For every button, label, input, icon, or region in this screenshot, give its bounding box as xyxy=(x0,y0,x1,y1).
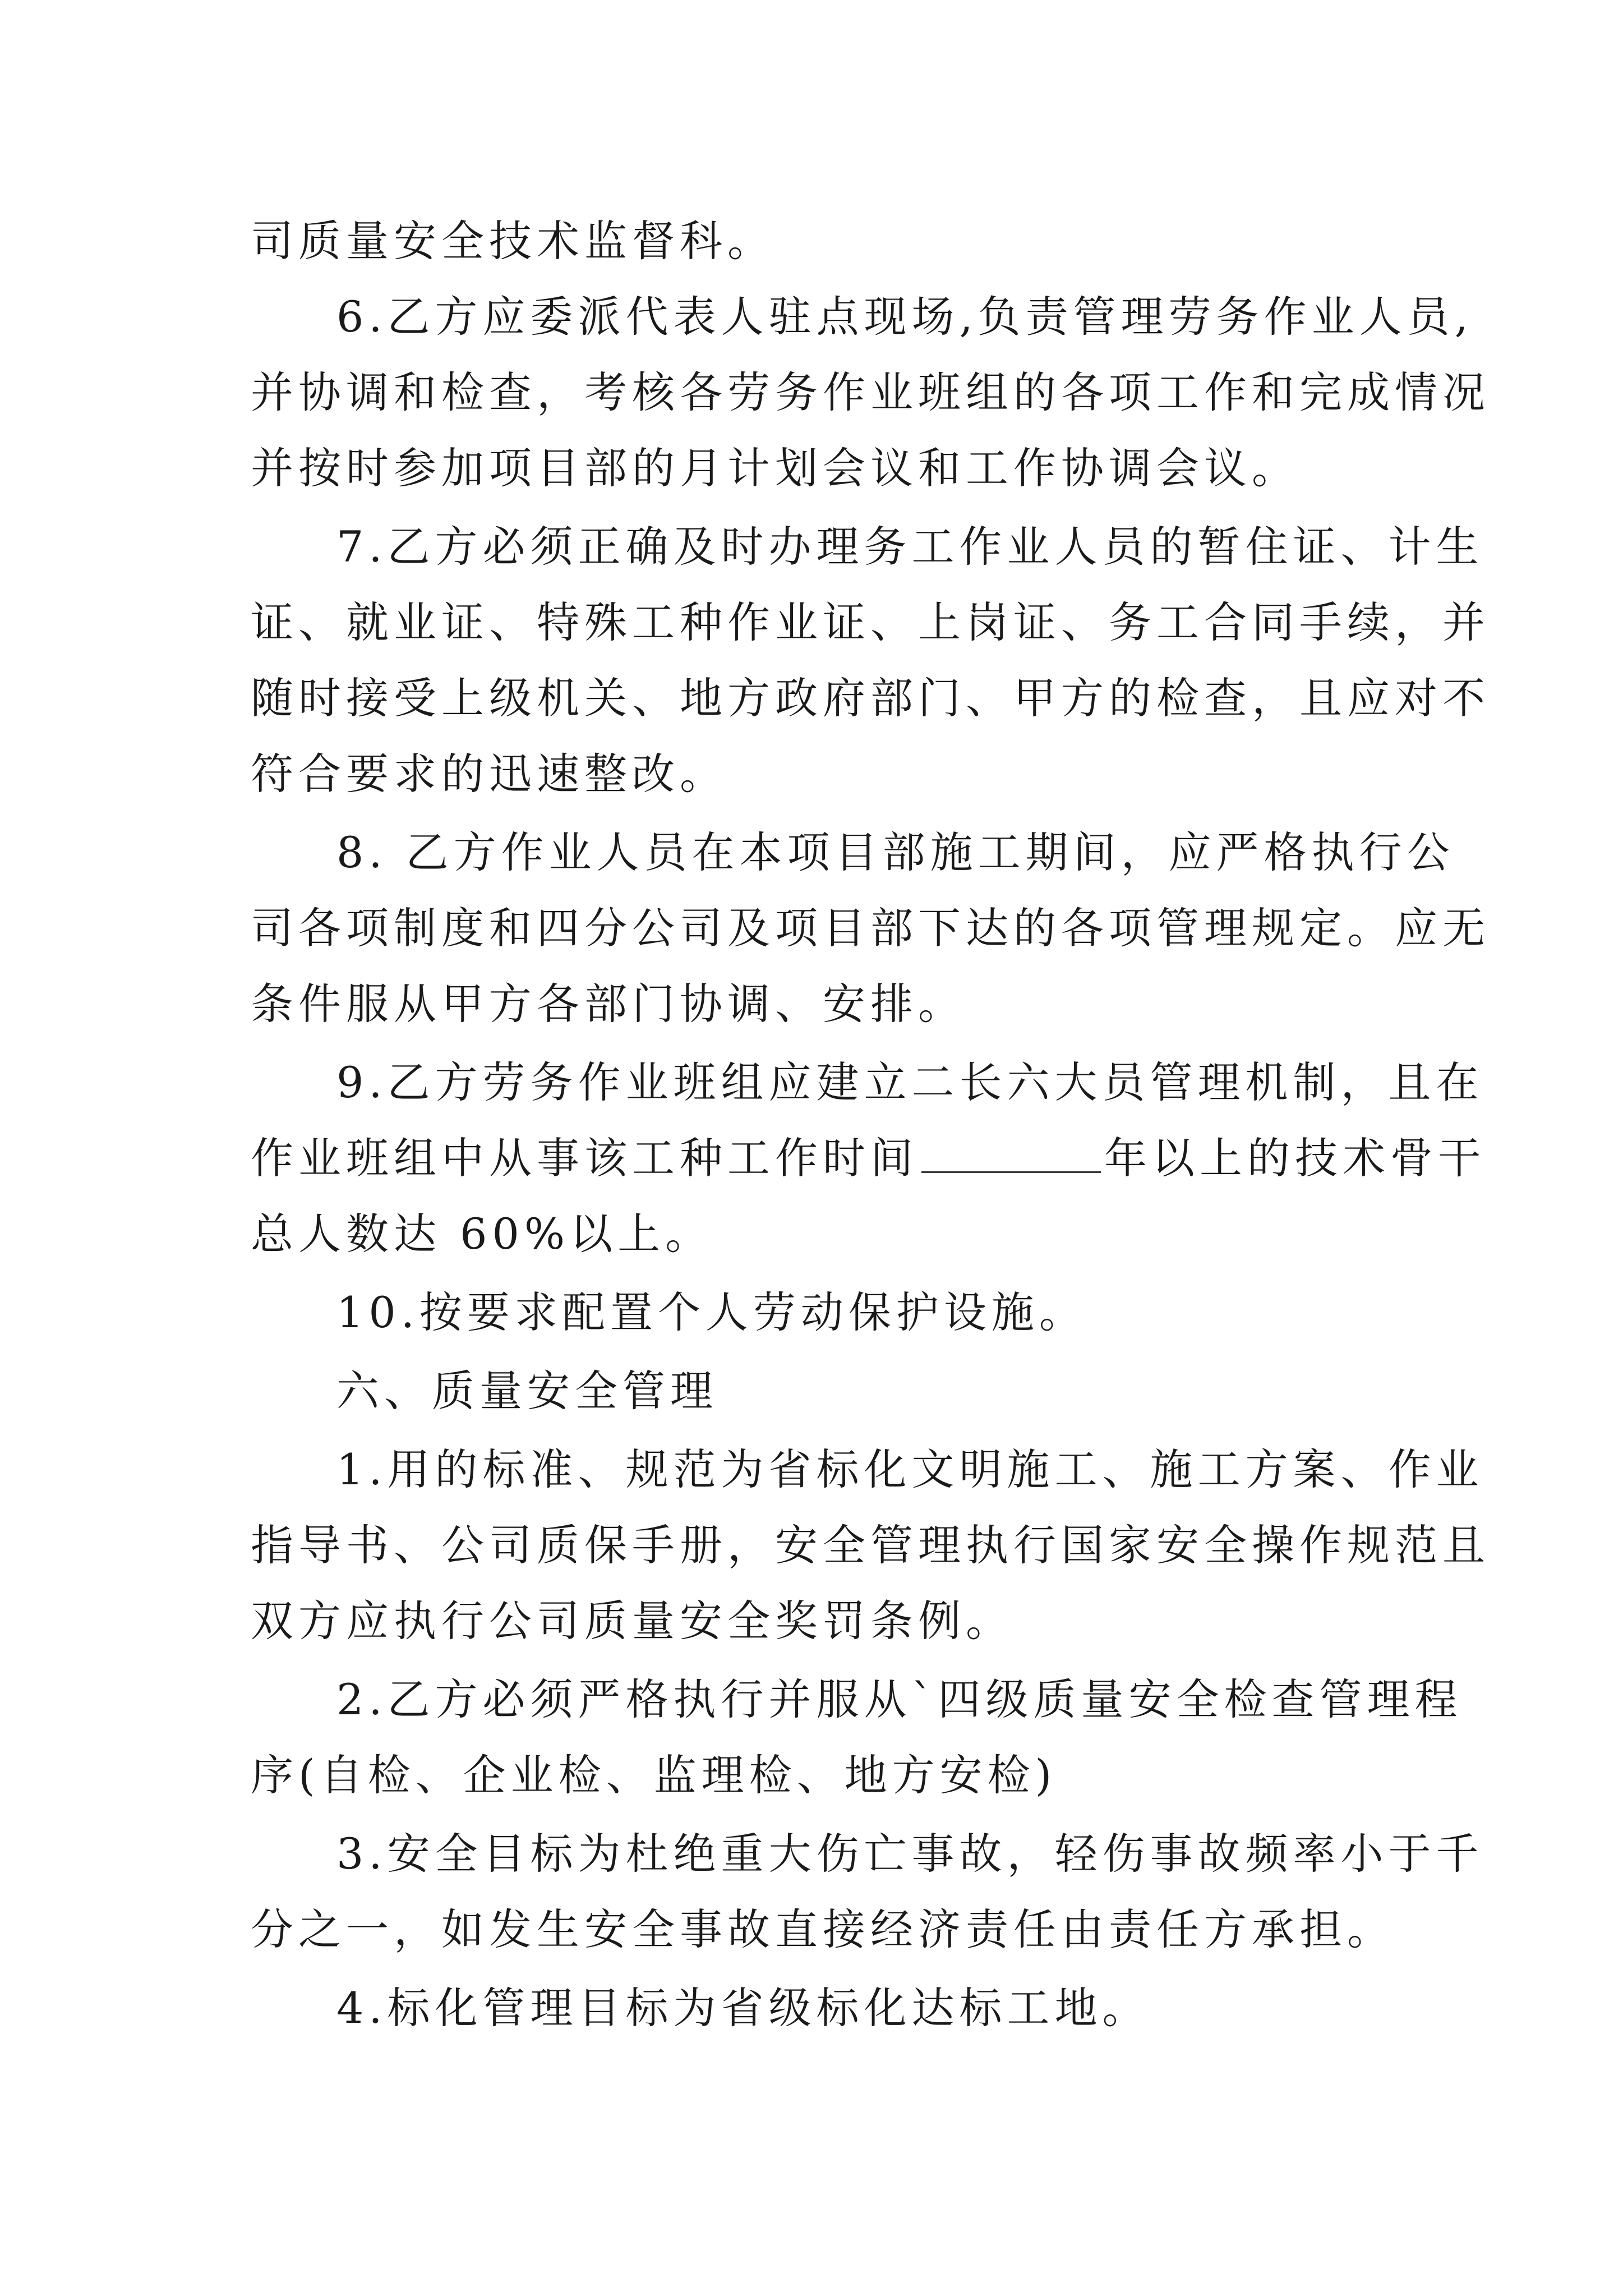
text-line: 司质量安全技术监督科。 xyxy=(251,216,775,266)
text-line: 8. 乙方作业人员在本项目部施工期间，应严格执行公 xyxy=(336,827,1455,877)
text-line: 1.用的标准、规范为省标化文明施工、施工方案、作业 xyxy=(336,1444,1484,1494)
text-line: 7.乙方必须正确及时办理务工作业人员的暂住证、计生 xyxy=(336,522,1484,572)
text-line: 3.安全目标为杜绝重大伤亡事故，轻伤事故频率小于千 xyxy=(336,1829,1484,1879)
text-line: 分之一，如发生安全事故直接经济责任由责任方承担。 xyxy=(251,1904,1395,1954)
section-heading: 六、质量安全管理 xyxy=(336,1366,718,1416)
text-line: 序(自检、企业检、监理检、地方安检) xyxy=(251,1750,1057,1800)
text-line: 符合要求的迅速整改。 xyxy=(251,749,727,799)
text-line: 4.标化管理目标为省级标化达标工地。 xyxy=(336,1983,1150,2033)
text-line: 条件服从甲方各部门协调、安排。 xyxy=(251,979,966,1029)
blank-line-after: 年以上的技术骨干 xyxy=(1104,1133,1486,1183)
text-line: 总人数达 60%以上。 xyxy=(251,1209,713,1259)
text-line-with-blank xyxy=(251,1130,1486,1186)
text-line: 证、就业证、特殊工种作业证、上岗证、务工合同手续，并 xyxy=(251,597,1490,647)
text-line: 6.乙方应委派代表人驻点现场,负责管理劳务作业人员, xyxy=(336,292,1473,342)
text-line: 双方应执行公司质量安全奖罚条例。 xyxy=(251,1596,1013,1646)
text-line: 司各项制度和四分公司及项目部下达的各项管理规定。应无 xyxy=(251,903,1490,953)
text-line: 并协调和检查，考核各劳务作业班组的各项工作和完成情况 xyxy=(251,367,1490,417)
text-line: 指导书、公司质保手册，安全管理执行国家安全操作规范且 xyxy=(251,1520,1490,1570)
fill-in-blank xyxy=(921,1132,1101,1173)
text-line: 2.乙方必须严格执行并服从`四级质量安全检查管理程 xyxy=(336,1674,1463,1724)
text-line: 随时接受上级机关、地方政府部门、甲方的检查，且应对不 xyxy=(251,673,1490,723)
text-line: 10.按要求配置个人劳动保护设施。 xyxy=(336,1287,1087,1337)
text-line: 9.乙方劳务作业班组应建立二长六大员管理机制，且在 xyxy=(336,1057,1484,1107)
text-line: 并按时参加项目部的月计划会议和工作协调会议。 xyxy=(251,443,1299,493)
blank-line-before: 作业班组中从事该工种工作时间 xyxy=(251,1133,918,1183)
